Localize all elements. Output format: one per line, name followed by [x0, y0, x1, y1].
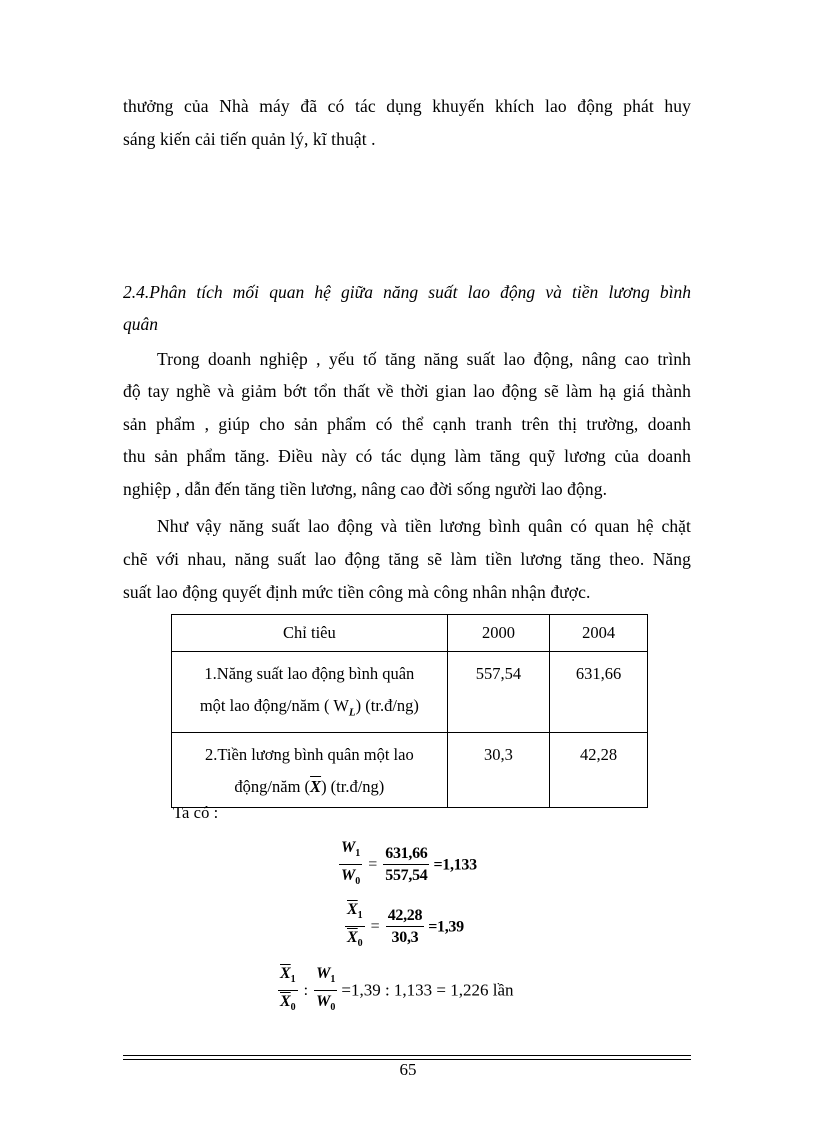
formula-result: =1,133	[433, 856, 477, 874]
table-row	[172, 652, 648, 733]
formula-symbol: W	[316, 965, 331, 982]
table-cell: 557,54	[447, 652, 549, 733]
section-heading: 2.4.Phân tích mối quan hệ giữa năng suất lao động và tiền lương bình	[123, 282, 691, 302]
colon-sign: :	[303, 982, 309, 1000]
data-table	[171, 614, 648, 808]
formula-symbol: W	[316, 993, 331, 1011]
row-label-line2a: động/năm (	[234, 777, 311, 797]
fraction-x1-x0	[278, 964, 298, 1019]
numerator: 631,66	[383, 844, 429, 865]
fraction-x1-x0	[345, 900, 365, 955]
formula-symbol: W	[341, 867, 356, 885]
text-line: sản phẩm , giúp cho sản phẩm có thể cạnh tranh trên thị trường, doanh	[123, 414, 691, 434]
row-label-symbol: $\overline{X}$	[310, 777, 322, 797]
text-line: thu sản phẩm tăng. Điều này có tác dụng làm tăng quỹ lương của doanh	[123, 446, 691, 466]
denominator: 30,3	[391, 929, 419, 947]
table-header: Chỉ tiêu	[172, 615, 448, 652]
equals-sign: =	[368, 856, 378, 874]
row-label-sub: L	[348, 706, 356, 719]
formula-result: =1,39	[428, 918, 464, 936]
equals-sign: =	[370, 918, 380, 936]
formula-result: =1,39 : 1,133 = 1,226 lần	[341, 980, 514, 1000]
row-label-line2b: ) (tr.đ/ng)	[355, 696, 419, 715]
fraction-values	[386, 906, 425, 949]
formula-sub: 0	[357, 938, 363, 950]
text-line: độ tay nghề và giảm bớt tổn thất về thời gian lao động sẽ làm hạ giá thành	[123, 381, 691, 401]
formula-sub: 0	[290, 1002, 296, 1014]
formula-symbol: $\overline{X}$	[280, 993, 291, 1011]
numerator: 42,28	[386, 906, 425, 927]
fraction-w1-w0	[339, 838, 362, 893]
text-line: sáng kiến cải tiến quản lý, kĩ thuật .	[123, 129, 376, 149]
table-cell: 631,66	[550, 652, 648, 733]
formula-sub: 1	[290, 974, 296, 986]
ta-co-label: Ta có :	[173, 803, 219, 822]
formula-sub: 1	[357, 910, 363, 922]
table-cell-label	[172, 733, 448, 808]
formula-sub: 0	[355, 876, 361, 888]
table-header: 2004	[550, 615, 648, 652]
denominator: 557,54	[385, 867, 428, 885]
text-line: Như vậy năng suất lao động và tiền lương bình quân có quan hệ chặt	[157, 516, 691, 536]
text-line: nghiệp , dẫn đến tăng tiền lương, nâng cao đời sống người lao động.	[123, 479, 608, 499]
text-line: suất lao động quyết định mức tiền công mà công nhân nhận được.	[123, 582, 591, 602]
formula-productivity-ratio	[339, 838, 477, 893]
formula-wage-ratio	[345, 900, 464, 955]
table-header: 2000	[447, 615, 549, 652]
formula-sub: 1	[330, 974, 336, 986]
fraction-values	[383, 844, 429, 887]
formula-sub: 1	[355, 848, 361, 860]
table-cell: 30,3	[447, 733, 549, 808]
footer-rule	[123, 1055, 691, 1056]
text-line: Trong doanh nghiệp , yếu tố tăng năng suất lao động, nâng cao trình	[157, 349, 691, 369]
table-cell: 42,28	[550, 733, 648, 808]
table-row	[172, 733, 648, 808]
formula-combined-ratio	[278, 964, 514, 1019]
formula-symbol: W	[341, 839, 356, 856]
formula-sub: 0	[330, 1002, 336, 1014]
formula-symbol: $\overline{X}$	[280, 965, 291, 982]
formula-symbol: $\overline{X}$	[347, 929, 358, 947]
row-label-line2b: ) (tr.đ/ng)	[321, 777, 385, 797]
table-cell-label	[172, 652, 448, 733]
text-line: chẽ với nhau, năng suất lao động tăng sẽ làm tiền lương tăng theo. Năng	[123, 549, 691, 569]
text-line: thưởng của Nhà máy đã có tác dụng khuyến khích lao động phát huy	[123, 96, 691, 116]
fraction-w1-w0	[314, 964, 337, 1019]
formula-symbol: $\overline{X}$	[347, 901, 358, 918]
row-label-line2a: một lao động/năm ( W	[199, 696, 349, 715]
table-header-row	[172, 615, 648, 652]
page-number: 65	[399, 1060, 417, 1079]
row-label-line1: 1.Năng suất lao động bình quân	[204, 664, 415, 683]
section-heading-cont: quân	[123, 314, 158, 334]
row-label-line1: 2.Tiền lương bình quân một lao	[205, 745, 414, 765]
